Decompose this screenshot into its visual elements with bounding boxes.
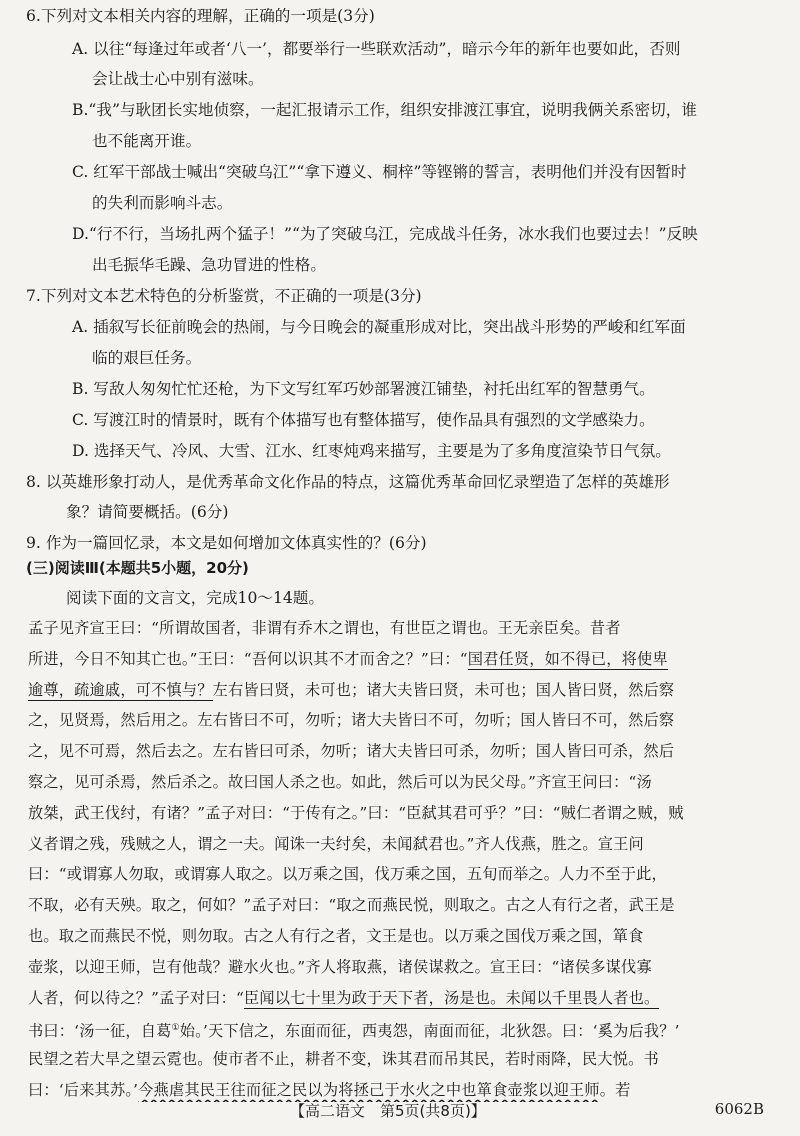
passage-text: 义者谓之残，残贼之人，谓之一夫。闻诛一夫纣矣，未闻弑君也。”齐人 (28, 835, 506, 853)
passage-text: 曰：“或谓寡人勿取，或谓寡人取之。以万乘之国，伐万乘之国，五旬而举之。人力不至于此， (28, 865, 667, 883)
question-line: 6.下列对文本相关内容的理解，正确的一项是(3分) (26, 7, 375, 25)
passage-line (0, 649, 800, 671)
passage-line (0, 1049, 800, 1071)
passage-text: 壶浆，以迎王师，岂有他哉？避水火也。”齐人将取燕，诸侯谋救之。宣王曰：“诸侯多谋伐寡 (28, 958, 652, 976)
question-line: D.“行不行，当场扎两个猛子！”“为了突破乌江，完成战斗任务，冰水我们也要过去！”反映 (72, 225, 698, 243)
passage-text: 之，见不可焉，然后去之。左右皆曰可杀，勿听；诸大夫皆曰可杀，勿听；国人皆曰可杀，然后 (28, 742, 675, 760)
underlined-sentence: 逾尊，疏逾戚，可不慎与？ (28, 681, 213, 699)
underlined-sentence: 国君任贤，如不得已，将使卑 (467, 650, 668, 668)
passage-line (0, 834, 800, 856)
question-line: 出毛振华毛躁、急功冒进的性格。 (92, 256, 326, 274)
passage-text: 。若 (599, 1081, 631, 1099)
section-heading: (三)阅读Ⅲ(本题共5小题，20分) (26, 559, 249, 577)
passage-text: 曰：‘后来其苏。’ (28, 1081, 139, 1099)
question-line: 临的艰巨任务。 (92, 349, 202, 367)
question-line: 8. 以英雄形象打动人，是优秀革命文化作品的特点，这篇优秀革命回忆录塑造了怎样的英雄形 (26, 473, 670, 491)
passage-text: 始。’天下信之，东面而征，西夷怨，南面而征，北狄怨。曰：‘奚为后我？’ (179, 1022, 680, 1040)
passage-line (0, 680, 800, 702)
passage-line (0, 1080, 800, 1102)
passage-text: 察之，见可杀焉，然后杀之。故曰国人杀之也。如此，然后可以为民父母。”齐宣王问曰：“汤 (28, 773, 652, 791)
question-line: 会让战士心中别有滋味。 (92, 70, 264, 88)
passage-text: 所进，今日不知其亡也。”王曰：“吾何以识其不才而舍之？”曰：“ (28, 650, 468, 668)
passage-line (0, 864, 800, 886)
question-line: 9. 作为一篇回忆录，本文是如何增加文体真实性的？(6分) (26, 534, 427, 552)
passage-text: 燕，胜之。宣王问 (520, 835, 644, 853)
question-line: A. 以往“每逢过年或者‘八一’，都要举行一些联欢活动”，暗示今年的新年也要如此，否则 (72, 40, 681, 58)
passage-text: 不取，必有天殃。取之，何如？”孟子对曰：“取之而燕民悦，则取之。古之人有行之者，武王是 (28, 896, 675, 914)
passage-text: 人者，何以待之？”孟子对曰：“ (28, 989, 244, 1007)
footer-page-label: 【高二语文 第5页(共8页)】 (290, 1102, 486, 1120)
wavy-underlined-sentence: 今燕虐其民王往而征之民以为将拯己于水火之中也箪食壶浆以迎王师 (138, 1081, 600, 1099)
question-line: 7.下列对文本艺术特色的分析鉴赏，不正确的一项是(3分) (26, 287, 422, 305)
passage-line (0, 710, 800, 732)
dotted-word: 伐 (505, 835, 521, 853)
passage-line (0, 895, 800, 917)
passage-line (0, 803, 800, 825)
reading-instruction: 阅读下面的文言文，完成10～14题。 (66, 589, 324, 607)
passage-line (0, 741, 800, 763)
page-footer (0, 1100, 800, 1124)
question-line: B. 写敌人匆匆忙忙还枪，为下文写红军巧妙部署渡江铺垫，衬托出红军的智慧勇气。 (72, 380, 655, 398)
footnote-marker: ① (171, 1023, 180, 1033)
question-line: C. 写渡江时的情景时，既有个体描写也有整体描写，使作品具有强烈的文学感染力。 (72, 411, 655, 429)
footer-paper-code: 6062B (714, 1100, 764, 1118)
question-line: C. 红军干部战士喊出“突破乌江”“拿下遵义、桐梓”等铿锵的誓言，表明他们并没有因暂时 (72, 163, 687, 181)
passage-text: 左右皆曰贤，未可也；诸大夫皆曰贤，未可也；国人皆曰贤，然后察 (212, 681, 675, 699)
question-line: A. 插叙写长征前晚会的热闹，与今日晚会的凝重形成对比，突出战斗形势的严峻和红军面 (72, 318, 686, 336)
passage-line (0, 957, 800, 979)
passage-line (0, 618, 800, 640)
question-line: B.“我”与耿团长实地侦察，一起汇报请示工作，组织安排渡江事宜，说明我俩关系密切，谁 (72, 101, 697, 119)
passage-text: 书曰：‘汤一征，自葛 (28, 1022, 172, 1040)
passage-line (0, 772, 800, 794)
passage-text: 也。取之而燕民不悦，则勿取。古之人有行之者，文王是也。以万乘之国伐万乘之国，箪食 (28, 927, 644, 945)
passage-text: 之，见贤焉，然后用之。左右皆曰不可，勿听；诸大夫皆曰不可，勿听；国人皆曰不可，然后察 (28, 711, 675, 729)
question-line: 象？请简要概括。(6分) (66, 503, 229, 521)
question-line: D. 选择天气、冷风、大雪、江水、红枣炖鸡来描写，主要是为了多角度渲染节日气氛。 (72, 442, 671, 460)
passage-line (0, 1018, 800, 1040)
question-line: 也不能离开谁。 (92, 132, 202, 150)
question-line: 的失利而影响斗志。 (92, 194, 233, 212)
passage-text: 孟子见齐宣王曰：“所谓故国者，非谓有乔木之谓也，有世臣之谓也。王无亲臣矣。昔者 (28, 619, 621, 637)
passage-line (0, 926, 800, 948)
passage-text: 放桀，武王伐纣，有诸？”孟子对曰：“于传有之。”曰：“臣弑其君可乎？”曰：“贼仁者谓之贼，贼 (28, 804, 684, 822)
passage-text: 民望之若大旱之望云霓也。使市者不止，耕者不变，诛其君而吊其民，若时雨降，民大悦。书 (28, 1050, 659, 1068)
underlined-sentence: 臣闻以七十里为政于天下者，汤是也。未闻以千里畏人者也。 (243, 989, 660, 1007)
passage-line (0, 988, 800, 1010)
